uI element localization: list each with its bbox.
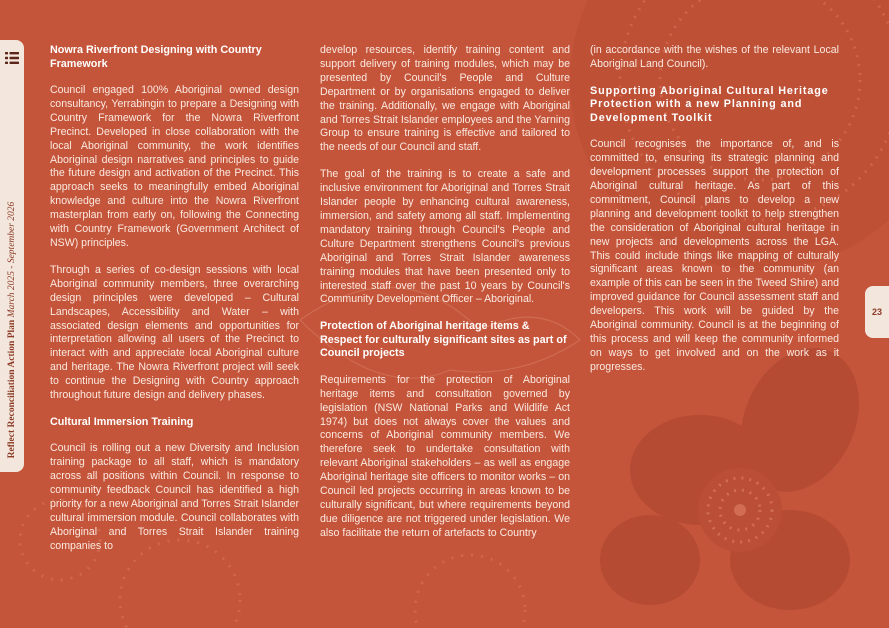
heading-protection-heritage-items: Protection of Aboriginal heritage items & Respect for culturally significant sites as part of Council projects <box>320 320 567 360</box>
paragraph: The goal of the training is to create a safe and inclusive environment for Aboriginal and Torres Strait Islander people by enhancing cultural awareness, immersion, and safety among all staff. Implementing mandatory training through Council's People and Culture Department strengthens Council's previous Aboriginal and Torres Strait Islander awareness training modules that have been presented only to interested staff over the past 10 years by Council's Community Development Officer – Aboriginal. <box>320 168 570 306</box>
paragraph: Council engaged 100% Aboriginal owned design consultancy, Yerrabingin to prepare a Designing with Country Framework for the Nowra Riverfront Precinct. Developed in close collaboration with the local Aboriginal community, the work identifies Aboriginal design narratives and principles to guide the future design and activation of the Precinct. This approach seeks to meaningfully embed Aboriginal knowledge and culture into the Nowra Riverfront masterplan from early on, following the Connecting with Country Framework (Government Architect of NSW) principles. <box>50 84 299 249</box>
paragraph: Council is rolling out a new Diversity and Inclusion training package to all staff, which is mandatory across all positions within Council. In response to community feedback Council has identified a high priority for a new Aboriginal and Torres Strait Islander cultural immersion module. Council collaborates with Aboriginal and Torres Strait Islander training companies to <box>50 442 299 552</box>
heading-planning-development-toolkit: Supporting Aboriginal Cultural Heritage Protection with a new Planning and Development Toolkit <box>590 84 829 124</box>
document-date-range: March 2025 - September 2026 <box>7 201 17 318</box>
paragraph: Requirements for the protection of Aboriginal heritage items and consultation governed by legislation (NSW National Parks and Wildlife Act 1974) but does not always cover the values and concerns of Aboriginal community members. We therefore seek to undertake consultation with relevant Aboriginal stakeholders – as well as engage Aboriginal heritage site officers to monitor works – on Council led projects occurring in areas known to be culturally significant, but where requirements beyond due diligence are not triggered under legislation. We also facilitate the return of artefacts to Country <box>320 373 570 539</box>
paragraph: Through a series of co-design sessions with local Aboriginal community members, three overarching design principles were developed – Cultural Landscapes, Accessibility and Water – with associated design elements and opportunities for interpretation allowing all users of the Precinct to interact with and appreciate local Aboriginal culture and heritage. The Nowra Riverfront project will seek to continue the Designing with Country approach throughout future design and delivery phases. <box>50 263 299 402</box>
column-3 <box>590 44 839 388</box>
paragraph: (in accordance with the wishes of the relevant Local Aboriginal Land Council). <box>590 44 839 70</box>
paragraph: develop resources, identify training content and support delivery of training modules, which may be presented by Council's People and Culture Department or by organisations engaged to deliver the training. Additionally, we engage with Aboriginal and Torres Strait Islander employees and the Yarning Group to ensure training is effective and tailored to the needs of our Council and staff. <box>320 44 570 154</box>
paragraph: Council recognises the importance of, and is committed to, ensuring its strategic planning and development processes support the protection of Aboriginal cultural heritage. As part of this commitment, Council plans to develop a new planning and development toolkit to help strengthen the consideration of Aboriginal cultural heritage in new projects and developments across the LGA. This could include things like mapping of culturally significant areas known to the community (an example of this can be seen in the Tweed Shire) and improved guidance for Council assessment staff and developers. This work will be guided by the Aboriginal community. Council is at the beginning of this process and will keep the community informed on ways to get involved and on the work as it progresses. <box>590 138 839 373</box>
hamburger-list-icon[interactable] <box>4 50 20 66</box>
document-running-title <box>7 202 17 459</box>
left-sidebar-tab <box>0 40 24 472</box>
heading-cultural-immersion-training: Cultural Immersion Training <box>50 415 194 428</box>
heading-nowra-riverfront: Nowra Riverfront Designing with Country Framework <box>50 44 262 70</box>
document-title: Reflect Reconciliation Action Plan <box>7 319 17 459</box>
column-2 <box>320 44 570 554</box>
column-1 <box>50 44 299 567</box>
page-number: 23 <box>871 307 882 317</box>
page-number-tab <box>865 286 889 338</box>
